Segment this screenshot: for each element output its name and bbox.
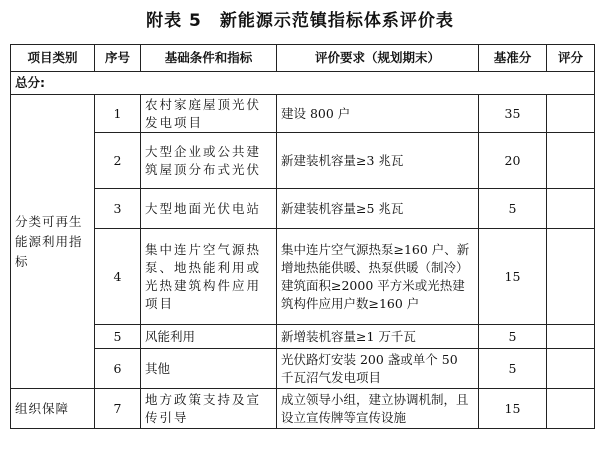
row-condition: 农村家庭屋顶光伏发电项目	[141, 95, 277, 133]
row-score[interactable]	[547, 133, 595, 189]
table-row	[11, 389, 595, 429]
table-row	[11, 95, 595, 133]
row-requirement: 集中连片空气源热泵≥160 户、新增地热能供暖、热泵供暖（制冷）建筑面积≥2000 平方米或光热建筑构件应用户数≥160 户	[277, 229, 479, 325]
header-requirement: 评价要求（规划期末）	[277, 45, 479, 72]
evaluation-table	[10, 44, 595, 429]
row-base-score: 15	[479, 389, 547, 429]
title-prefix: 附表 5	[146, 11, 202, 31]
row-number: 5	[95, 325, 141, 349]
header-score: 评分	[547, 45, 595, 72]
row-condition: 其他	[141, 349, 277, 389]
category-renewable: 分类可再生能源利用指标	[11, 95, 95, 389]
header-base-score: 基准分	[479, 45, 547, 72]
row-score[interactable]	[547, 189, 595, 229]
page-title	[0, 6, 600, 36]
header-category: 项目类别	[11, 45, 95, 72]
row-score[interactable]	[547, 349, 595, 389]
table-row	[11, 189, 595, 229]
row-number: 1	[95, 95, 141, 133]
row-score[interactable]	[547, 389, 595, 429]
row-requirement: 建设 800 户	[277, 95, 479, 133]
row-number: 7	[95, 389, 141, 429]
header-condition: 基础条件和指标	[141, 45, 277, 72]
category-organization: 组织保障	[11, 389, 95, 429]
row-requirement: 新建装机容量≥3 兆瓦	[277, 133, 479, 189]
row-requirement: 新增装机容量≥1 万千瓦	[277, 325, 479, 349]
header-number: 序号	[95, 45, 141, 72]
row-requirement: 成立领导小组，建立协调机制，且设立宣传牌等宣传设施	[277, 389, 479, 429]
row-score[interactable]	[547, 325, 595, 349]
table-row	[11, 133, 595, 189]
table-row	[11, 349, 595, 389]
row-requirement: 光伏路灯安装 200 盏或单个 50 千瓦沼气发电项目	[277, 349, 479, 389]
row-base-score: 5	[479, 325, 547, 349]
row-requirement: 新建装机容量≥5 兆瓦	[277, 189, 479, 229]
table-row	[11, 229, 595, 325]
row-condition: 地方政策支持及宣传引导	[141, 389, 277, 429]
row-base-score: 20	[479, 133, 547, 189]
row-number: 6	[95, 349, 141, 389]
total-label: 总分:	[11, 72, 595, 95]
row-base-score: 5	[479, 189, 547, 229]
row-condition: 集中连片空气源热泵、地热能利用或光热建筑构件应用项目	[141, 229, 277, 325]
table-row	[11, 325, 595, 349]
row-condition: 大型企业或公共建筑屋顶分布式光伏	[141, 133, 277, 189]
row-base-score: 35	[479, 95, 547, 133]
header-row	[11, 45, 595, 72]
row-number: 4	[95, 229, 141, 325]
title-main: 新能源示范镇指标体系评价表	[219, 11, 454, 31]
row-number: 2	[95, 133, 141, 189]
row-base-score: 5	[479, 349, 547, 389]
row-base-score: 15	[479, 229, 547, 325]
row-condition: 风能利用	[141, 325, 277, 349]
row-condition: 大型地面光伏电站	[141, 189, 277, 229]
row-score[interactable]	[547, 95, 595, 133]
row-score[interactable]	[547, 229, 595, 325]
total-row	[11, 72, 595, 95]
row-number: 3	[95, 189, 141, 229]
